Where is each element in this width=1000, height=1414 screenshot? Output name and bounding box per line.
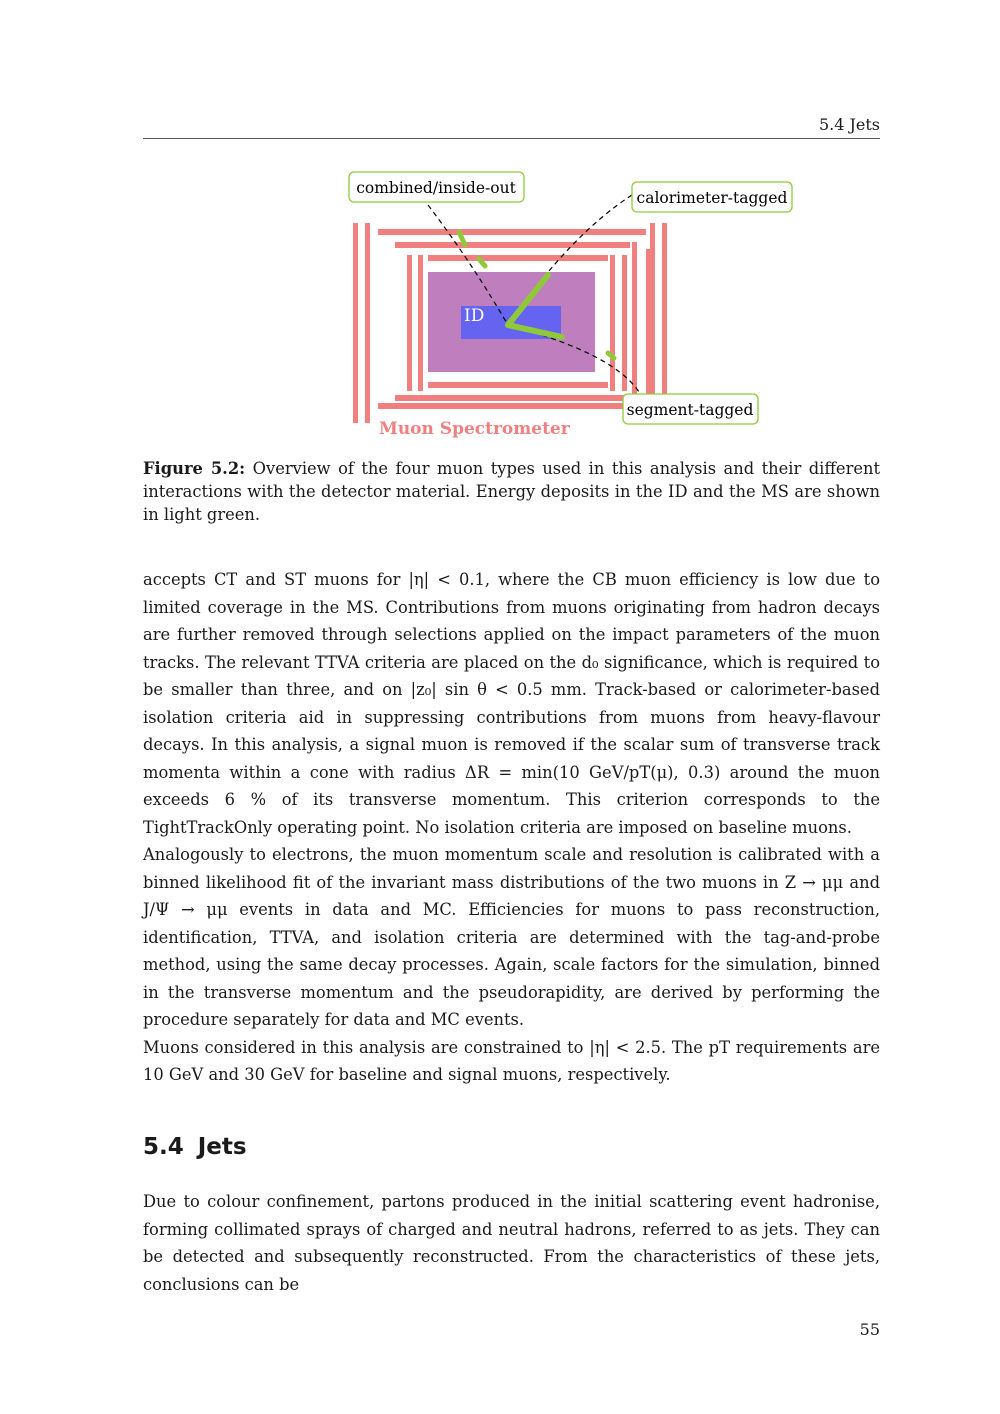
label-combined	[349, 172, 524, 202]
label-calorimeter	[632, 182, 792, 212]
ms-label: Muon Spectrometer	[379, 419, 570, 439]
id-label: ID	[464, 306, 485, 326]
caption-text: Overview of the four muon types used in this analysis and their different interactions with the detector material. Energy deposits in the ID and the MS are shown in light green.	[143, 459, 881, 524]
running-header-title: 5.4 Jets	[818, 115, 880, 134]
section-number: 5.4	[143, 1134, 184, 1160]
figure-caption	[143, 457, 880, 526]
caption-label: Figure 5.2:	[143, 459, 246, 478]
paragraph: Due to colour confinement, partons produced in the initial scattering event hadronise, forming collimated sprays of charged and neutral hadrons, referred to as jets. They can be detected and subsequently reconstructed. From the characteristics of these jets, conclusions can be	[143, 1192, 880, 1294]
label-segment-text: segment-tagged	[626, 401, 754, 419]
label-combined-text: combined/inside-out	[356, 179, 516, 197]
paragraph: accepts CT and ST muons for |η| < 0.1, where the CB muon efficiency is low due to limited coverage in the MS. Contributions from muons originating from hadron decays are further removed through selections applied on the impact parameters of the muon tracks. The relevant TTVA criteria are placed on the d₀ significance, which is required to be smaller than three, and on |z₀| sin θ < 0.5 mm. Track-based or calorimeter-based isolation criteria aid in suppressing contributions from muons from heavy-flavour decays. In this analysis, a signal muon is removed if the scalar sum of transverse track momenta within a cone with radius ΔR = min(10 GeV/pT(μ), 0.3) around the muon exceeds 6 % of its transverse momentum. This criterion corresponds to the TightTrackOnly operating point. No isolation criteria are imposed on baseline muons.	[143, 570, 880, 837]
paragraph: Muons considered in this analysis are constrained to |η| < 2.5. The pT requirements are 10 GeV and 30 GeV for baseline and signal muons, respectively.	[143, 1037, 880, 1084]
section-text	[143, 1188, 880, 1298]
running-header	[143, 114, 880, 139]
section-title: Jets	[197, 1134, 247, 1160]
muon-types-figure	[340, 165, 800, 445]
label-segment	[623, 394, 758, 424]
label-calorimeter-text: calorimeter-tagged	[636, 189, 788, 207]
paragraph: Analogously to electrons, the muon momentum scale and resolution is calibrated with a binned likelihood fit of the invariant mass distributions of the two muons in Z → μμ and J/Ψ → μμ events in data and MC. Efficiencies for muons to pass reconstruction, identification, TTVA, and isolation criteria are determined with the tag-and-probe method, using the same decay processes. Again, scale factors for the simulation, binned in the transverse momentum and the pseudorapidity, are derived by performing the procedure separately for data and MC events.	[143, 845, 880, 1029]
section-heading	[143, 1134, 247, 1160]
body-text	[143, 566, 880, 1089]
page-number: 55	[859, 1320, 880, 1339]
